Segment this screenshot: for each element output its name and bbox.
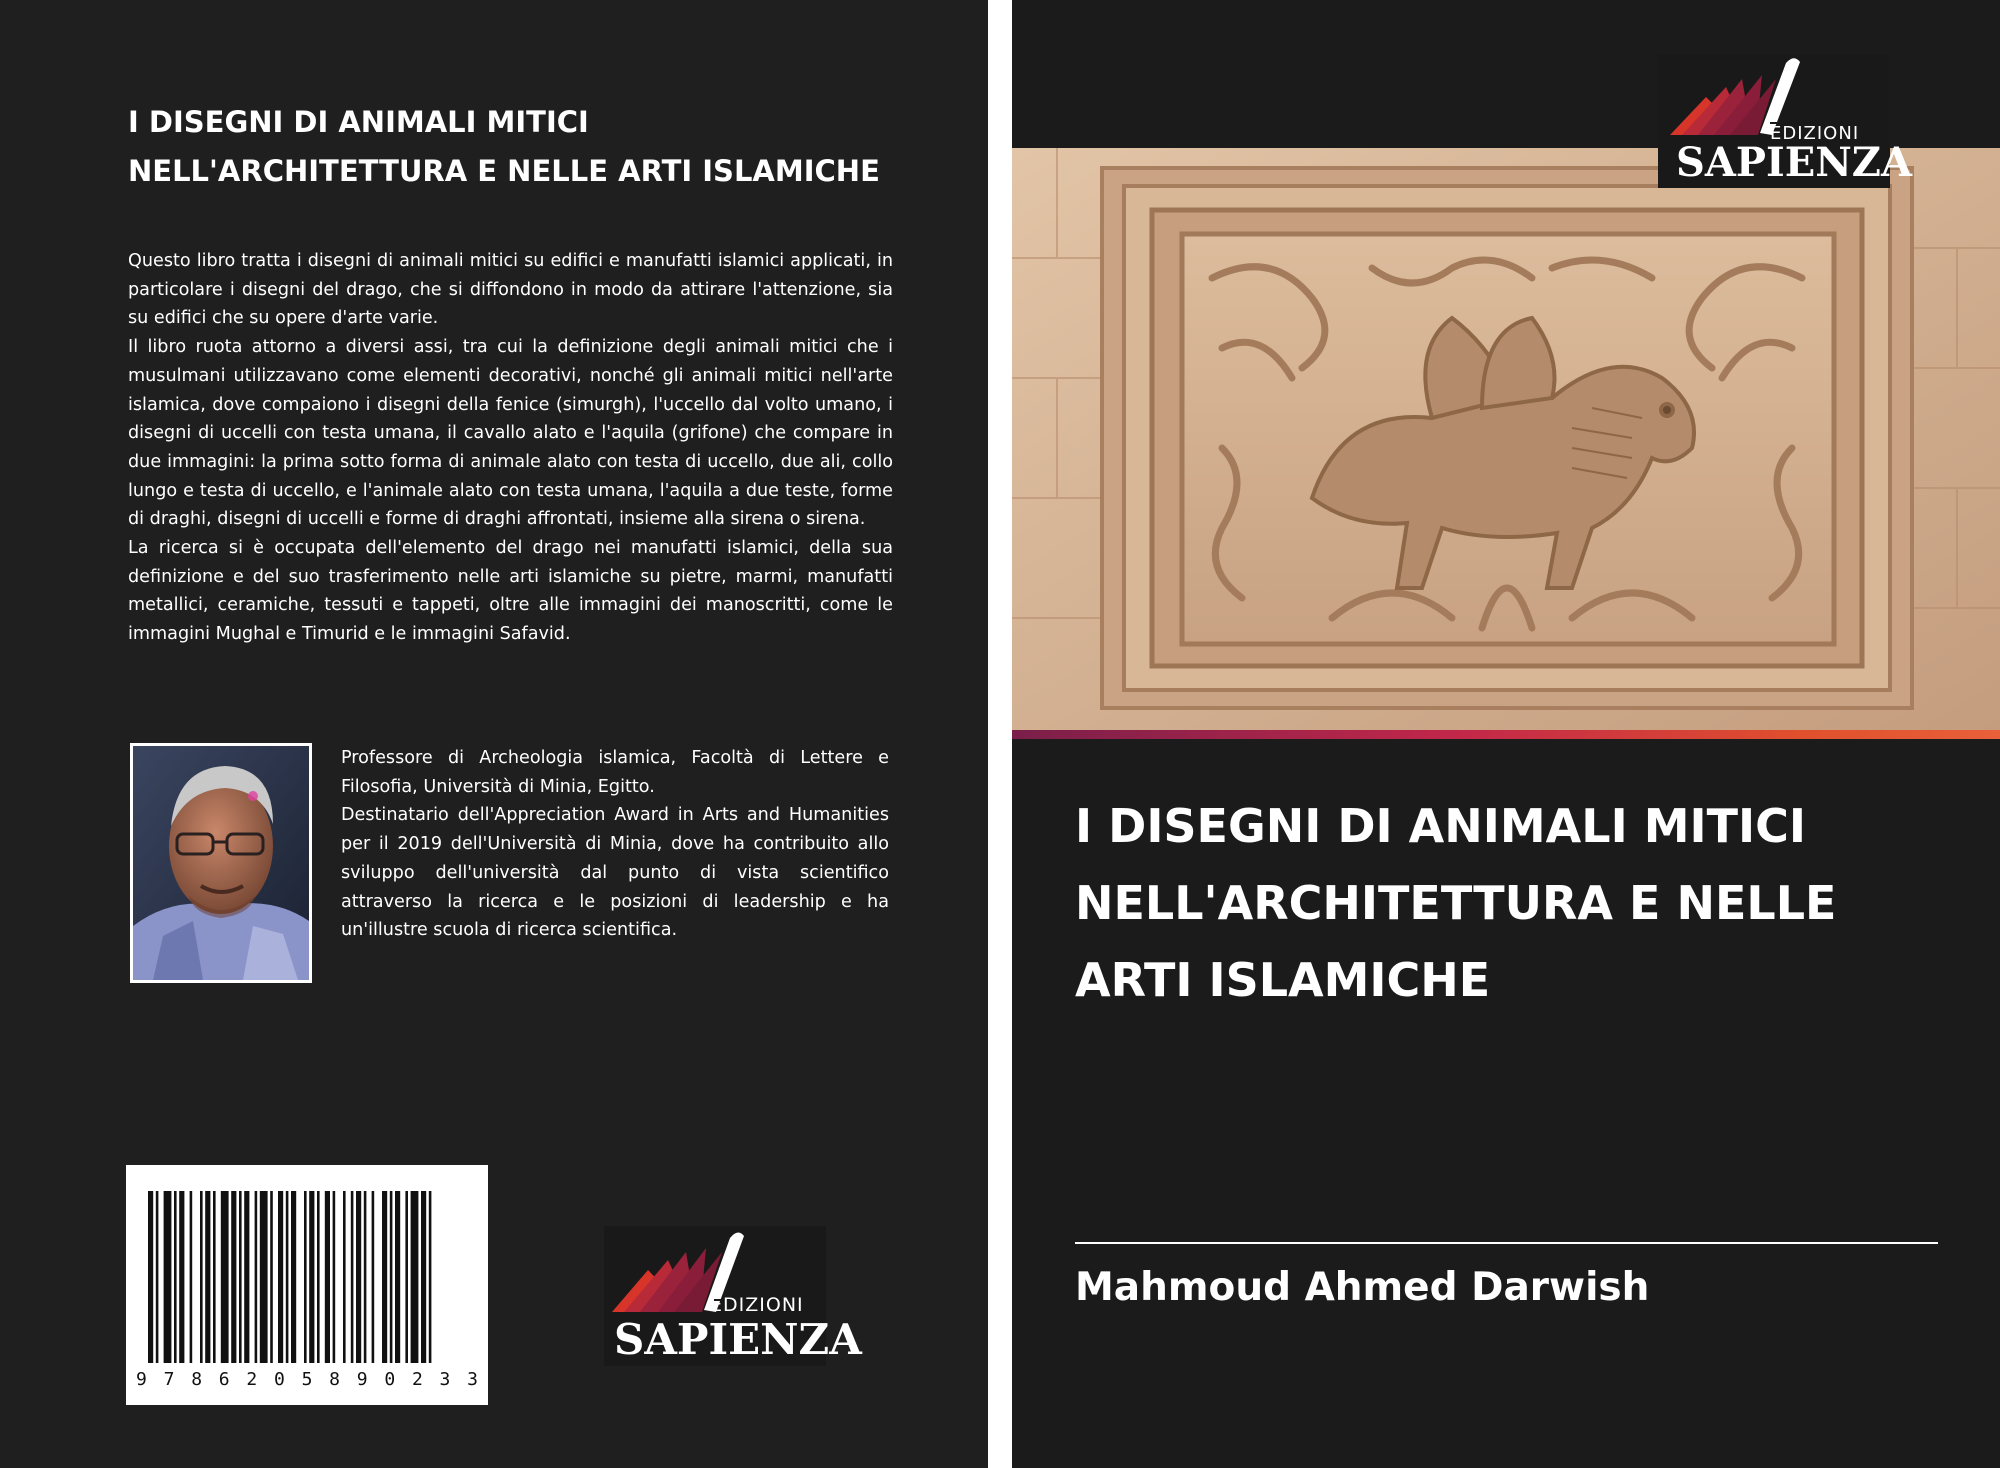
barcode-bar <box>411 1191 419 1363</box>
bio-paragraph: Destinatario dell'Appreciation Award in Arts and Humanities per il 2019 dell'Università di Minia, dove ha contribuito allo sviluppo dell'università dal punto di vista scientifico attraverso la ricerca e le posizioni di leadership e ha un'illustre scuola di ricerca scientifica. <box>341 805 889 941</box>
barcode-bar <box>325 1191 330 1363</box>
barcode-bar <box>244 1191 249 1363</box>
barcode-bar <box>200 1191 203 1363</box>
author-portrait-illustration <box>133 746 309 980</box>
back-cover-description <box>128 247 893 649</box>
barcode-bar <box>174 1191 177 1363</box>
barcode-digit: 3 <box>439 1369 451 1390</box>
decorative-gradient-stripe <box>1012 730 2000 739</box>
title-divider <box>1075 1242 1938 1244</box>
publisher-logo <box>604 1226 862 1366</box>
cover-relief-image <box>1012 148 2000 730</box>
barcode-bar <box>179 1191 184 1363</box>
barcode-bar <box>304 1191 307 1363</box>
barcode-bar <box>382 1191 387 1363</box>
barcode-bar <box>317 1191 320 1363</box>
barcode-bar <box>231 1191 236 1363</box>
barcode-digit: 7 <box>163 1369 175 1390</box>
barcode-digit: 5 <box>301 1369 313 1390</box>
barcode-bar <box>395 1191 400 1363</box>
barcode-bar <box>372 1191 375 1363</box>
barcode-bar <box>148 1191 153 1363</box>
barcode-bar <box>429 1191 432 1363</box>
barcode-bar <box>390 1191 393 1363</box>
barcode-digit: 2 <box>246 1369 258 1390</box>
logo-edizioni-text: EDIZIONI <box>710 1294 804 1316</box>
barcode-digit: 3 <box>467 1369 478 1390</box>
barcode-digit: 8 <box>191 1369 203 1390</box>
barcode-bar <box>405 1191 408 1363</box>
barcode-bar <box>291 1191 296 1363</box>
barcode-digit: 0 <box>384 1369 396 1390</box>
front-cover-title: I DISEGNI DI ANIMALI MITICI NELL'ARCHITETTURA E NELLE ARTI ISLAMICHE <box>1075 799 1837 1007</box>
logo-sapienza-text: SAPIENZA <box>1676 139 1912 186</box>
barcode-bar <box>239 1191 242 1363</box>
barcode-bar <box>351 1191 354 1363</box>
barcode-bar <box>205 1191 210 1363</box>
logo-edizioni-text: EDIZIONI <box>1770 123 1860 144</box>
barcode-bar <box>260 1191 268 1363</box>
barcode-bar <box>333 1191 336 1363</box>
barcode-digit: 6 <box>218 1369 230 1390</box>
isbn-barcode <box>126 1165 488 1405</box>
logo-sapienza-text: SAPIENZA <box>614 1315 862 1364</box>
barcode-digit: 0 <box>273 1369 285 1390</box>
description-paragraph: La ricerca si è occupata dell'elemento del drago nei manufatti islamici, della sua definizione e del suo trasferimento nelle arti islamiche su pietre, marmi, manufatti metallici, ceramiche, tessuti e tappeti, oltre alle immagini dei manoscritti, come le immagini Mughal e Timurid e le immagini Safavid. <box>128 538 893 645</box>
barcode-bar <box>278 1191 283 1363</box>
barcode-bar <box>221 1191 229 1363</box>
barcode-bar <box>356 1191 361 1363</box>
barcode-digits <box>136 1369 478 1390</box>
author-bio <box>341 744 889 945</box>
barcode-bar <box>286 1191 289 1363</box>
barcode-bar <box>164 1191 172 1363</box>
barcode-digit: 9 <box>136 1369 147 1390</box>
barcode-bar <box>213 1191 216 1363</box>
barcode-digit: 9 <box>356 1369 368 1390</box>
griffin-relief-illustration <box>1012 148 2000 730</box>
bio-paragraph: Professore di Archeologia islamica, Facoltà di Lettere e Filosofia, Università di Minia, Egitto. <box>341 748 889 797</box>
barcode-bar <box>364 1191 367 1363</box>
front-cover-author: Mahmoud Ahmed Darwish <box>1075 1265 1650 1310</box>
publisher-logo <box>1658 55 1912 188</box>
back-cover-title: I DISEGNI DI ANIMALI MITICI NELL'ARCHITETTURA E NELLE ARTI ISLAMICHE <box>128 105 880 188</box>
barcode-digit: 2 <box>411 1369 423 1390</box>
barcode-digit: 8 <box>329 1369 340 1390</box>
barcode-bar <box>156 1191 159 1363</box>
barcode-bar <box>343 1191 346 1363</box>
barcode-bar <box>190 1191 193 1363</box>
description-paragraph: Questo libro tratta i disegni di animali mitici su edifici e manufatti islamici applicati, in particolare i disegni del drago, che si diffondono in modo da attirare l'attenzione, sia su edifici che su opere d'arte varie. <box>128 251 893 329</box>
barcode-bar <box>421 1191 426 1363</box>
barcode-bar <box>255 1191 258 1363</box>
barcode-bar <box>270 1191 273 1363</box>
author-photo <box>130 743 312 983</box>
barcode-bar <box>309 1191 314 1363</box>
description-paragraph: Il libro ruota attorno a diversi assi, tra cui la definizione degli animali mitici che i musulmani utilizzavano come elementi decorativi, nonché gli animali mitici nell'arte islamica, dove compaiono i disegni della fenice (simurgh), l'uccello dal volto umano, i disegni di uccelli con testa umana, il cavallo alato e l'aquila (grifone) che compare in due immagini: la prima sotto forma di animale alato con testa di uccello, due ali, collo lungo e testa di uccello, e l'animale alato con testa umana, l'aquila a due teste, forme di draghi, disegni di uccelli e forme di draghi affrontati, insieme alla sirena o sirena. <box>128 337 893 530</box>
